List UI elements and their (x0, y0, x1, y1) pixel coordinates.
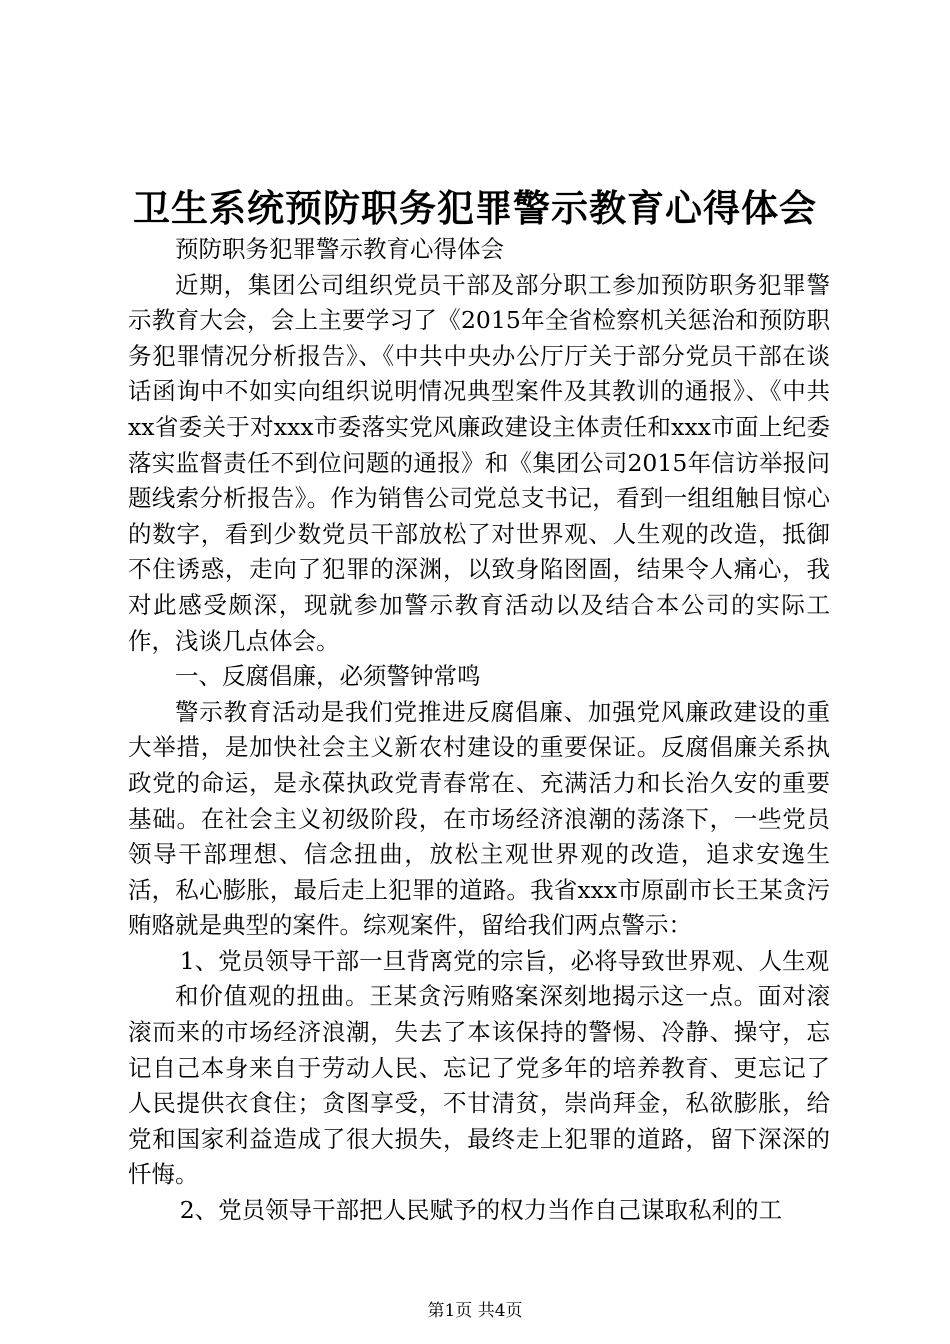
body-paragraph: 警示教育活动是我们党推进反腐倡廉、加强党风廉政建设的重大举措，是加快社会主义新农村建设的重要保证。反腐倡廉关系执政党的命运，是永葆执政党青春常在、充满活力和长治久安的重要基础。在社会主义初级阶段，在市场经济浪潮的荡涤下，一些党员领导干部理想、信念扭曲，放松主观世界观的改造，追求安逸生活，私心膨胀，最后走上犯罪的道路。我省xxx市原副市长王某贪污贿赂就是典型的案件。综观案件，留给我们两点警示： (128, 697, 830, 940)
section-heading: 一、反腐倡廉，必须警钟常鸣 (175, 662, 481, 691)
list-item: 1、党员领导干部一旦背离党的宗旨，必将导致世界观、人生观 (179, 946, 830, 975)
body-paragraph: 近期，集团公司组织党员干部及部分职工参加预防职务犯罪警示教育大会，会上主要学习了《2015年全省检察机关惩治和预防职务犯罪情况分析报告》、《中共中央办公厅厅关于部分党员干部在谈话函询中不如实向组织说明情况典型案件及其教训的通报》、《中共xx省委关于对xxx市委落实党风廉政建设主体责任和xxx市面上纪委落实监督责任不到位问题的通报》和《集团公司2015年信访举报问题线索分析报告》。作为销售公司党总支书记，看到一组组触目惊心的数字，看到少数党员干部放松了对世界观、人生观的改造，抵御不住诱惑，走向了犯罪的深渊，以致身陷囹圄，结果令人痛心，我对此感受颇深，现就参加警示教育活动以及结合本公司的实际工作，浅谈几点体会。 (128, 270, 830, 655)
list-item: 2、党员领导干部把人民赋予的权力当作自己谋取私利的工 (179, 1196, 783, 1225)
page-title: 卫生系统预防职务犯罪警示教育心得体会 (133, 186, 817, 230)
subtitle-paragraph: 预防职务犯罪警示教育心得体会 (175, 235, 504, 263)
page-footer: 第1页 共4页 (427, 1301, 523, 1321)
body-paragraph: 和价值观的扭曲。王某贪污贿赂案深刻地揭示这一点。面对滚滚而来的市场经济浪潮，失去了本该保持的警惕、冷静、操守，忘记自己本身来自于劳动人民、忘记了党多年的培养教育、更忘记了人民提供衣食住；贪图享受，不甘清贫，崇尚拜金，私欲膨胀，给党和国家利益造成了很大损失，最终走上犯罪的道路，留下深深的忏悔。 (128, 982, 830, 1189)
document-body (128, 232, 830, 1229)
